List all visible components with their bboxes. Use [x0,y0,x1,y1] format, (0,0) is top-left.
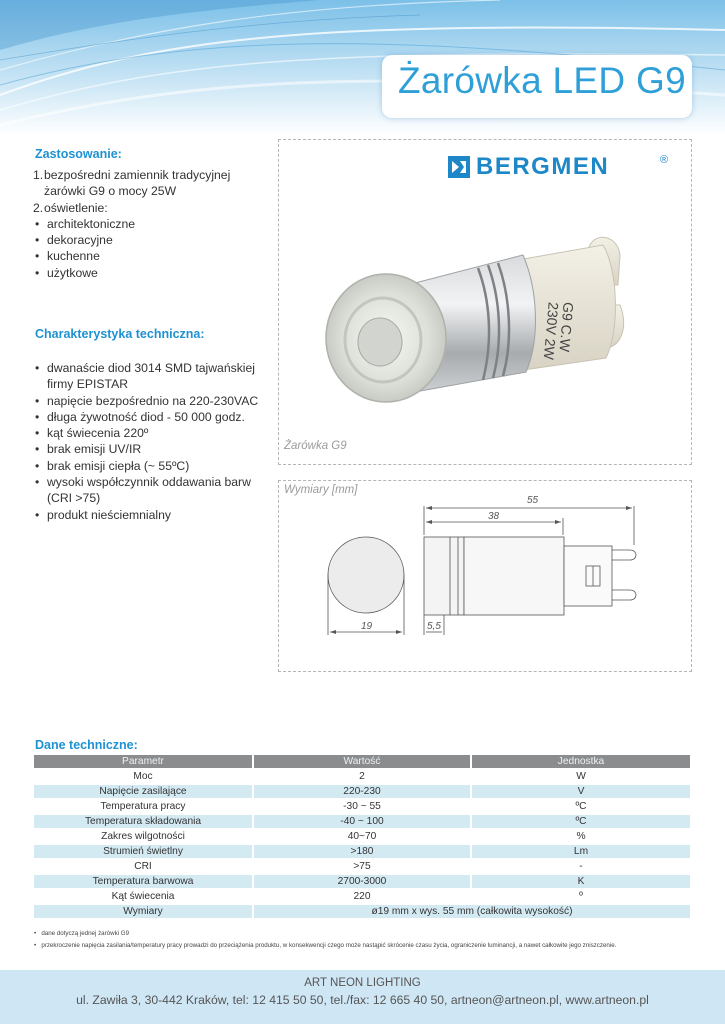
table-header-row [34,755,690,768]
table-row: Temperatura pracy -30 ~ 55 ºC [34,800,690,813]
spec-bullet: • napięcie bezpośrednio na 220-230VAC [33,393,259,409]
dim-ring-label: 5,5 [427,621,441,632]
table-row: Wymiary ø19 mm x wys. 55 mm (całkowita wysokość) [34,905,690,918]
spec-bullet: • długa żywotność diod - 50 000 godz. [33,409,259,425]
table-row: Temperatura składowania -40 ~ 100 ºC [34,815,690,828]
col-header-param: Parametr [34,755,252,768]
dimensions-caption: Wymiary [mm] [284,484,358,496]
usage-bullet: • dekoracyjne [33,232,263,248]
spec-bullet: • wysoki współczynnik oddawania barw (CRI >75) [33,474,259,507]
bulb-print-1: G9 C.W [556,301,577,353]
usage-bullet: • architektoniczne [33,216,263,232]
bulb-print-2: 230V 2W [540,301,562,361]
footer-address: ul. Zawiła 3, 30-442 Kraków, tel: 12 415 50 50, tel./fax: 12 665 40 50, artneon@artneon.pl, www.artneon.pl [76,993,649,1007]
bulb-photo [318,230,648,435]
usage-heading: Zastosowanie: [35,147,122,161]
spec-bullet: • dwanaście diod 3014 SMD tajwańskiej firmy EPISTAR [33,360,259,393]
tech-table-heading: Dane techniczne: [35,738,138,752]
dim-diameter-label: 19 [361,621,373,632]
footer-company: ART NEON LIGHTING [304,977,421,989]
usage-item-1: 1. bezpośredni zamiennik tradycyjnej żarówki G9 o mocy 25W [33,168,231,199]
photo-caption: Żarówka G9 [284,440,347,452]
page-title: Żarówka LED G9 [398,60,686,101]
brand-logo [448,154,668,180]
table-row: CRI >75 - [34,860,690,873]
footnote: • przekroczenie napięcia zasilania/temperatury pracy prowadzi do przeciążenia produktu, w konsekwencji czego może nastąpić skrócenie czasu życia, ograniczenie luminancji, a nawet całkowite jego zniszczenie. [34,942,617,949]
table-row: Napięcie zasilające 220-230 V [34,785,690,798]
table-row: Moc 2 W [34,770,690,783]
usage-bullet: • kuchenne [33,248,263,264]
spec-bullet: • brak emisji UV/IR [33,441,259,457]
table-row: Kąt świecenia 220 º [34,890,690,903]
specs-heading: Charakterystyka techniczna: [35,327,205,341]
registered-mark: ® [660,154,669,166]
table-row: Strumień świetlny >180 Lm [34,845,690,858]
spec-bullet: • produkt nieściemnialny [33,507,259,523]
col-header-unit: Jednostka [470,755,690,768]
table-row: Zakres wilgotności 40~70 % [34,830,690,843]
spec-bullet: • brak emisji ciepła (~ 55ºC) [33,458,259,474]
table-row: Temperatura barwowa 2700-3000 K [34,875,690,888]
col-header-value: Wartość [252,755,470,768]
dim-total-label: 55 [527,495,539,506]
bergmen-logo-icon [448,156,470,178]
usage-section [33,167,263,281]
brand-name: BERGMEN [476,153,610,180]
dim-body-label: 38 [488,511,500,522]
spec-bullet: • kąt świecenia 220º [33,425,259,441]
footnotes [34,928,694,952]
tech-table [34,753,690,920]
usage-bullet: • użytkowe [33,265,263,281]
dimensions-drawing [300,480,680,665]
usage-item-2: 2. oświetlenie: [33,200,108,215]
footnote: • dane dotyczą jednej żarówki G9 [34,930,130,937]
specs-section [33,360,259,523]
